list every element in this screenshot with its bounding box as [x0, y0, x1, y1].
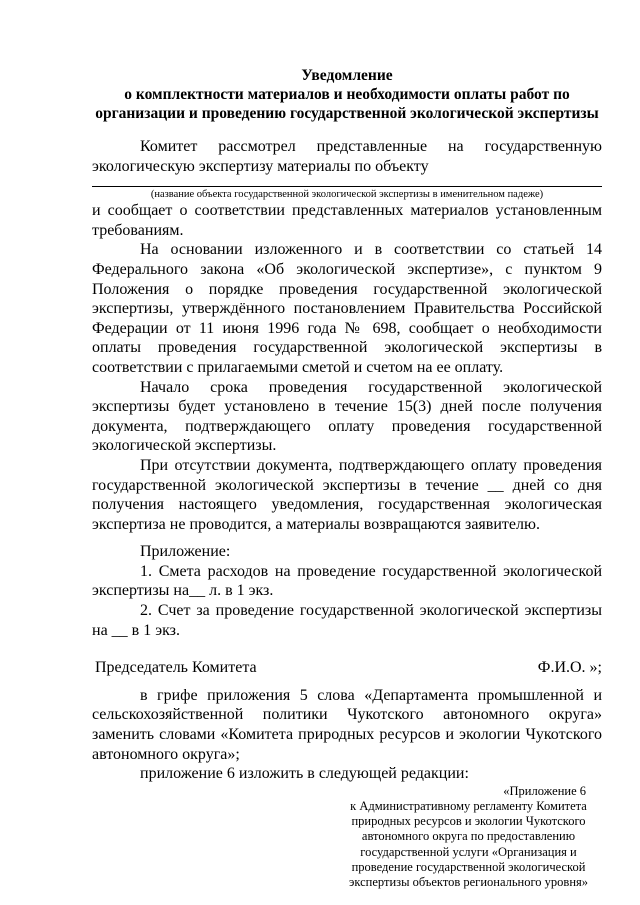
appendix-header-line-6: проведение государственной экологической — [351, 859, 586, 874]
intro-paragraph: Комитет рассмотрел представленные на государственную экологическую экспертизу материалы по объекту — [92, 138, 602, 175]
amendment-paragraph-2: приложение 6 изложить в следующей редакции: — [140, 765, 469, 783]
conformity-paragraph: и сообщает о соответствии представленных материалов установленным требованиям. — [92, 202, 602, 239]
appendix-header-line-5: государственной услуги «Организация и — [360, 844, 577, 859]
document-page — [92, 66, 602, 890]
title-line-1: Уведомление — [301, 67, 393, 84]
signature-name: Ф.И.О. »; — [537, 659, 602, 677]
appendix-header-line-2: к Административному регламенту Комитета — [350, 799, 587, 814]
appendix-header — [335, 784, 602, 890]
appendix-header-line-3: природных ресурсов и экологии Чукотского — [351, 814, 586, 829]
object-name-blank-line[interactable] — [92, 176, 602, 187]
title-line-3: организации и проведению государственной экологической экспертизы — [95, 105, 599, 122]
appendix-header-line-1: «Приложение 6 — [503, 783, 586, 798]
object-name-caption: (название объекта государственной экологической экспертизы в именительном падеже) — [150, 189, 544, 201]
signature-role: Председатель Комитета — [95, 659, 257, 677]
basis-paragraph: На основании изложенного и в соответствии со статьей 14 Федерального закона «Об экологической экспертизе», с пунктом 9 Положения о порядке проведения государственной экологической экспертизы, утверждённого постановлением Правительства Российской Федерации от 11 июня 1996 года № 698, сообщает о необходимости оплаты проведения государственной экологической экспертизы в соответствии с прилагаемыми сметой и счетом на ее оплату. — [92, 241, 602, 376]
appendix-header-line-7: экспертизы объектов регионального уровня» — [348, 875, 589, 890]
appendix-header-line-4: автономного округа по предоставлению — [361, 829, 576, 844]
start-term-paragraph: Начало срока проведения государственной экологической экспертизы будет установлено в течение 15(3) дней после получения документа, подтверждающего оплату проведения государственной экологической экспертизы. — [92, 378, 602, 455]
signature-row — [92, 658, 602, 678]
attachment-item-2: 2. Счет за проведение государственной экологической экспертизы на __ в 1 экз. — [92, 602, 602, 639]
amendment-paragraph-1: в грифе приложения 5 слова «Департамента промышленной и сельскохозяйственной политики Чукотского автономного округа» заменить словами «Комитета природных ресурсов и экологии Чукотского автономного округа»; — [92, 686, 602, 763]
title-line-2: о комплектности материалов и необходимости оплаты работ по — [124, 86, 570, 103]
notice-title — [92, 66, 602, 123]
absence-paragraph: При отсутствии документа, подтверждающего оплату проведения государственной экологической экспертизы в течение __ дней со дня получения настоящего уведомления, государственная экологическая экспертиза не проводится, а материалы возвращаются заявителю. — [92, 456, 602, 533]
attachment-label: Приложение: — [140, 543, 231, 561]
attachment-item-1: 1. Смета расходов на проведение государственной экологической экспертизы на__ л. в 1 экз. — [92, 562, 602, 600]
